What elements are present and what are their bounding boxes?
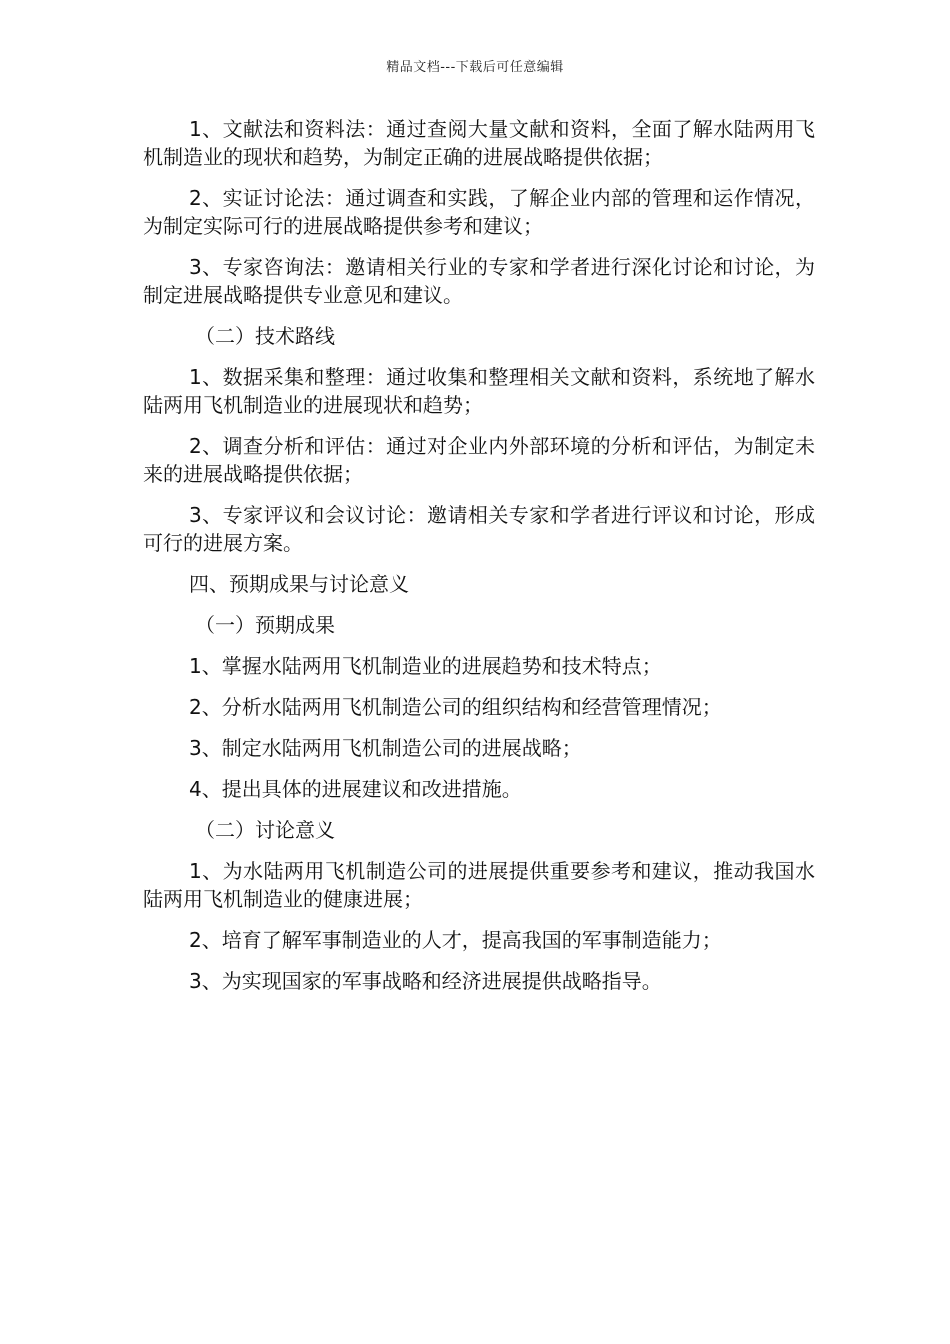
paragraph-route-review: 3、专家评议和会议讨论：邀请相关专家和学者进行评议和讨论，形成可行的进展方案。 [143,503,815,555]
paragraph-route-analysis: 2、调查分析和评估：通过对企业内外部环境的分析和评估，为制定未来的进展战略提供依据； [143,434,815,486]
section-heading-tech-route: （二）技术路线 [195,324,335,348]
paragraph-route-data: 1、数据采集和整理：通过收集和整理相关文献和资料，系统地了解水陆两用飞机制造业的进展现状和趋势； [143,365,815,417]
paragraph-significance-1: 1、为水陆两用飞机制造公司的进展提供重要参考和建议，推动我国水陆两用飞机制造业的健康进展； [143,859,815,911]
section-heading-significance: （二）讨论意义 [195,818,335,842]
paragraph-result-2: 2、分析水陆两用飞机制造公司的组织结构和经营管理情况； [189,695,722,719]
paragraph-method-expert: 3、专家咨询法：邀请相关行业的专家和学者进行深化讨论和讨论，为制定进展战略提供专业意见和建议。 [143,255,815,307]
paragraph-method-empirical: 2、实证讨论法：通过调查和实践，了解企业内部的管理和运作情况，为制定实际可行的进展战略提供参考和建议； [143,186,815,238]
paragraph-significance-2: 2、培育了解军事制造业的人才，提高我国的军事制造能力； [189,928,722,952]
paragraph-result-1: 1、掌握水陆两用飞机制造业的进展趋势和技术特点； [189,654,662,678]
section-heading-expected-results: （一）预期成果 [195,613,335,637]
paragraph-result-4: 4、提出具体的进展建议和改进措施。 [189,777,522,801]
page-header: 精品文档---下载后可任意编辑 [386,60,564,75]
paragraph-significance-3: 3、为实现国家的军事战略和经济进展提供战略指导。 [189,969,662,993]
paragraph-result-3: 3、制定水陆两用飞机制造公司的进展战略； [189,736,582,760]
section-heading-outcomes: 四、预期成果与讨论意义 [189,572,409,596]
document-body [143,115,815,1008]
paragraph-method-literature: 1、文献法和资料法：通过查阅大量文献和资料，全面了解水陆两用飞机制造业的现状和趋势，为制定正确的进展战略提供依据； [143,117,815,169]
